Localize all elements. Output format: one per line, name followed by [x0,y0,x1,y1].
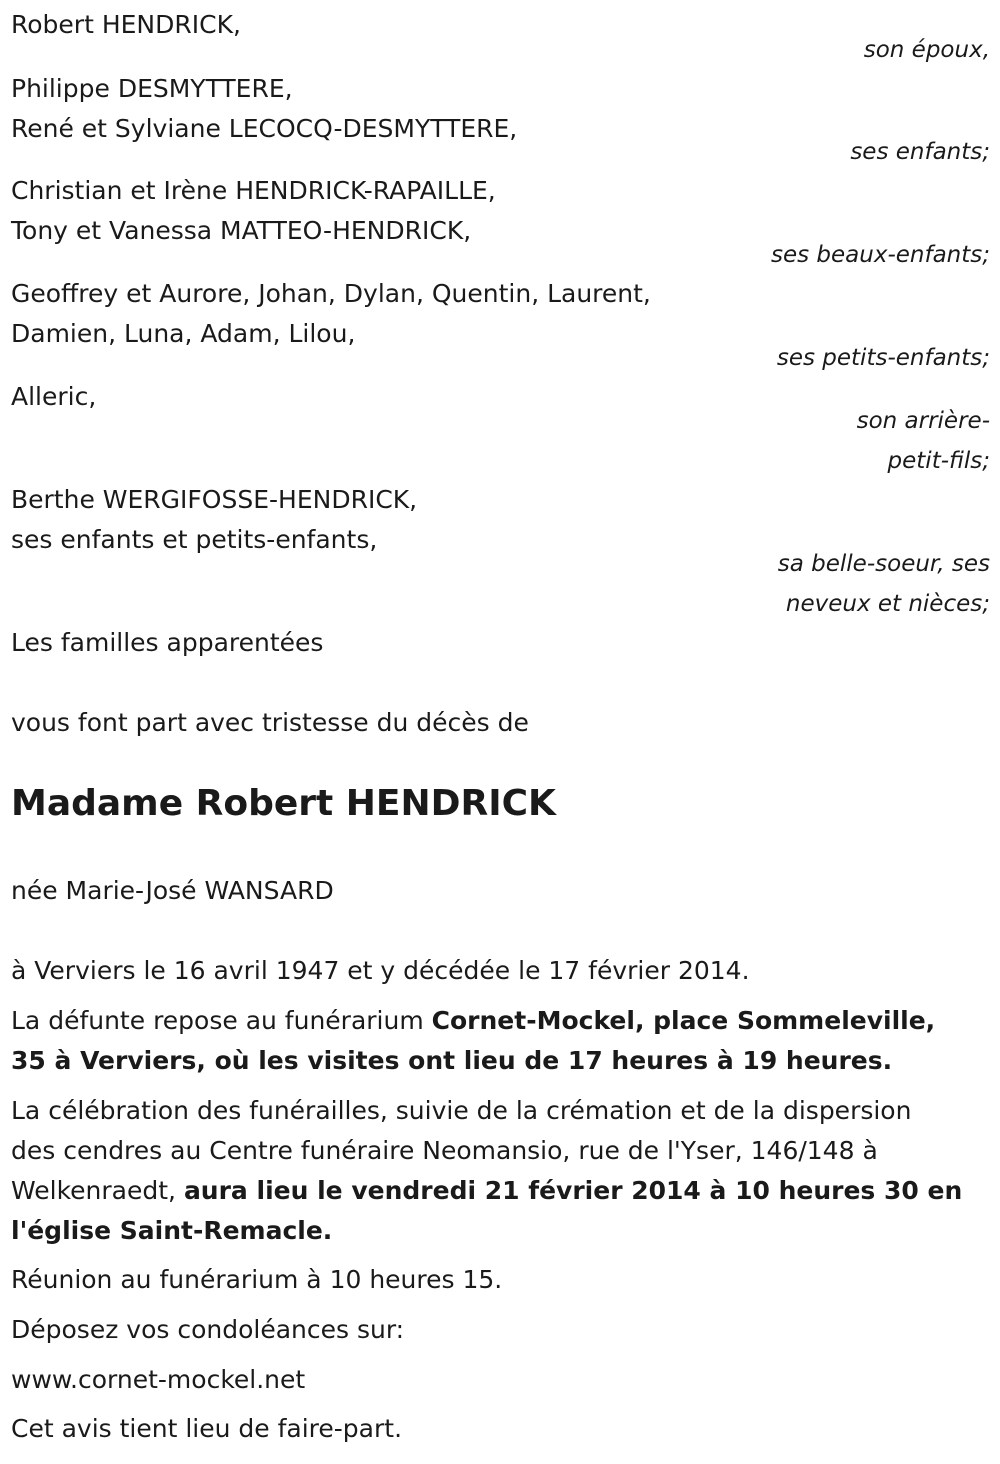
spouse-relation: son époux, [863,37,990,63]
grandchildren-names: Geoffrey et Aurore, Johan, Dylan, Quentin, Laurent, [11,279,651,308]
spouse-name: Robert HENDRICK, [11,10,241,39]
sister-in-law-name: Berthe WERGIFOSSE-HENDRICK, [11,485,418,514]
sister-in-law-relation: neveux et nièces; [785,591,990,617]
children-relation: ses enfants; [850,139,990,165]
notice-line: Cet avis tient lieu de faire-part. [11,1414,403,1443]
in-laws-relation: ses beaux-enfants; [770,242,990,268]
in-law-name: Tony et Vanessa MATTEO-HENDRICK, [11,216,472,245]
visit-hours: 35 à Verviers, où les visites ont lieu de 17 heures à 19 heures. [11,1046,893,1075]
related-families: Les familles apparentées [11,628,324,657]
child-name: Philippe DESMYTTERE, [11,74,293,103]
child-name: René et Sylviane LECOCQ-DESMYTTERE, [11,114,518,143]
ceremony-line [11,1176,962,1206]
great-grandchild-relation: son arrière- [856,408,990,434]
maiden-name: née Marie-José WANSARD [11,876,334,905]
ceremony-date: aura lieu le vendredi 21 février 2014 à 10 heures 30 en [183,1176,963,1205]
repose-intro: La défunte repose au funérarium [11,1006,432,1035]
ceremony-line [11,1216,332,1246]
grandchildren-names: Damien, Luna, Adam, Lilou, [11,319,356,348]
ceremony-church: l'église Saint-Remacle. [11,1216,333,1245]
grandchildren-relation: ses petits-enfants; [776,345,990,371]
sister-in-law-relation: sa belle-soeur, ses [777,551,990,577]
sister-in-law-family: ses enfants et petits-enfants, [11,525,378,554]
great-grandchild-name: Alleric, [11,382,97,411]
condolences-intro: Déposez vos condoléances sur: [11,1315,405,1344]
ceremony-line: La célébration des funérailles, suivie de la crémation et de la dispersion [11,1096,912,1125]
website-link[interactable]: www.cornet-mockel.net [11,1365,306,1394]
great-grandchild-relation: petit-fils; [887,448,990,474]
ceremony-location: Welkenraedt, [11,1176,184,1205]
funerarium-address: Cornet-Mockel, place Sommeleville, [431,1006,936,1035]
announcement-text: vous font part avec tristesse du décès de [11,708,529,737]
meeting-line: Réunion au funérarium à 10 heures 15. [11,1265,503,1294]
ceremony-line: des cendres au Centre funéraire Neomansio, rue de l'Yser, 146/148 à [11,1136,878,1165]
repose-line [11,1006,935,1036]
deceased-name: Madame Robert HENDRICK [11,783,556,824]
in-law-name: Christian et Irène HENDRICK-RAPAILLE, [11,176,496,205]
birth-death-line: à Verviers le 16 avril 1947 et y décédée le 17 février 2014. [11,956,750,985]
visit-hours-line [11,1046,892,1076]
